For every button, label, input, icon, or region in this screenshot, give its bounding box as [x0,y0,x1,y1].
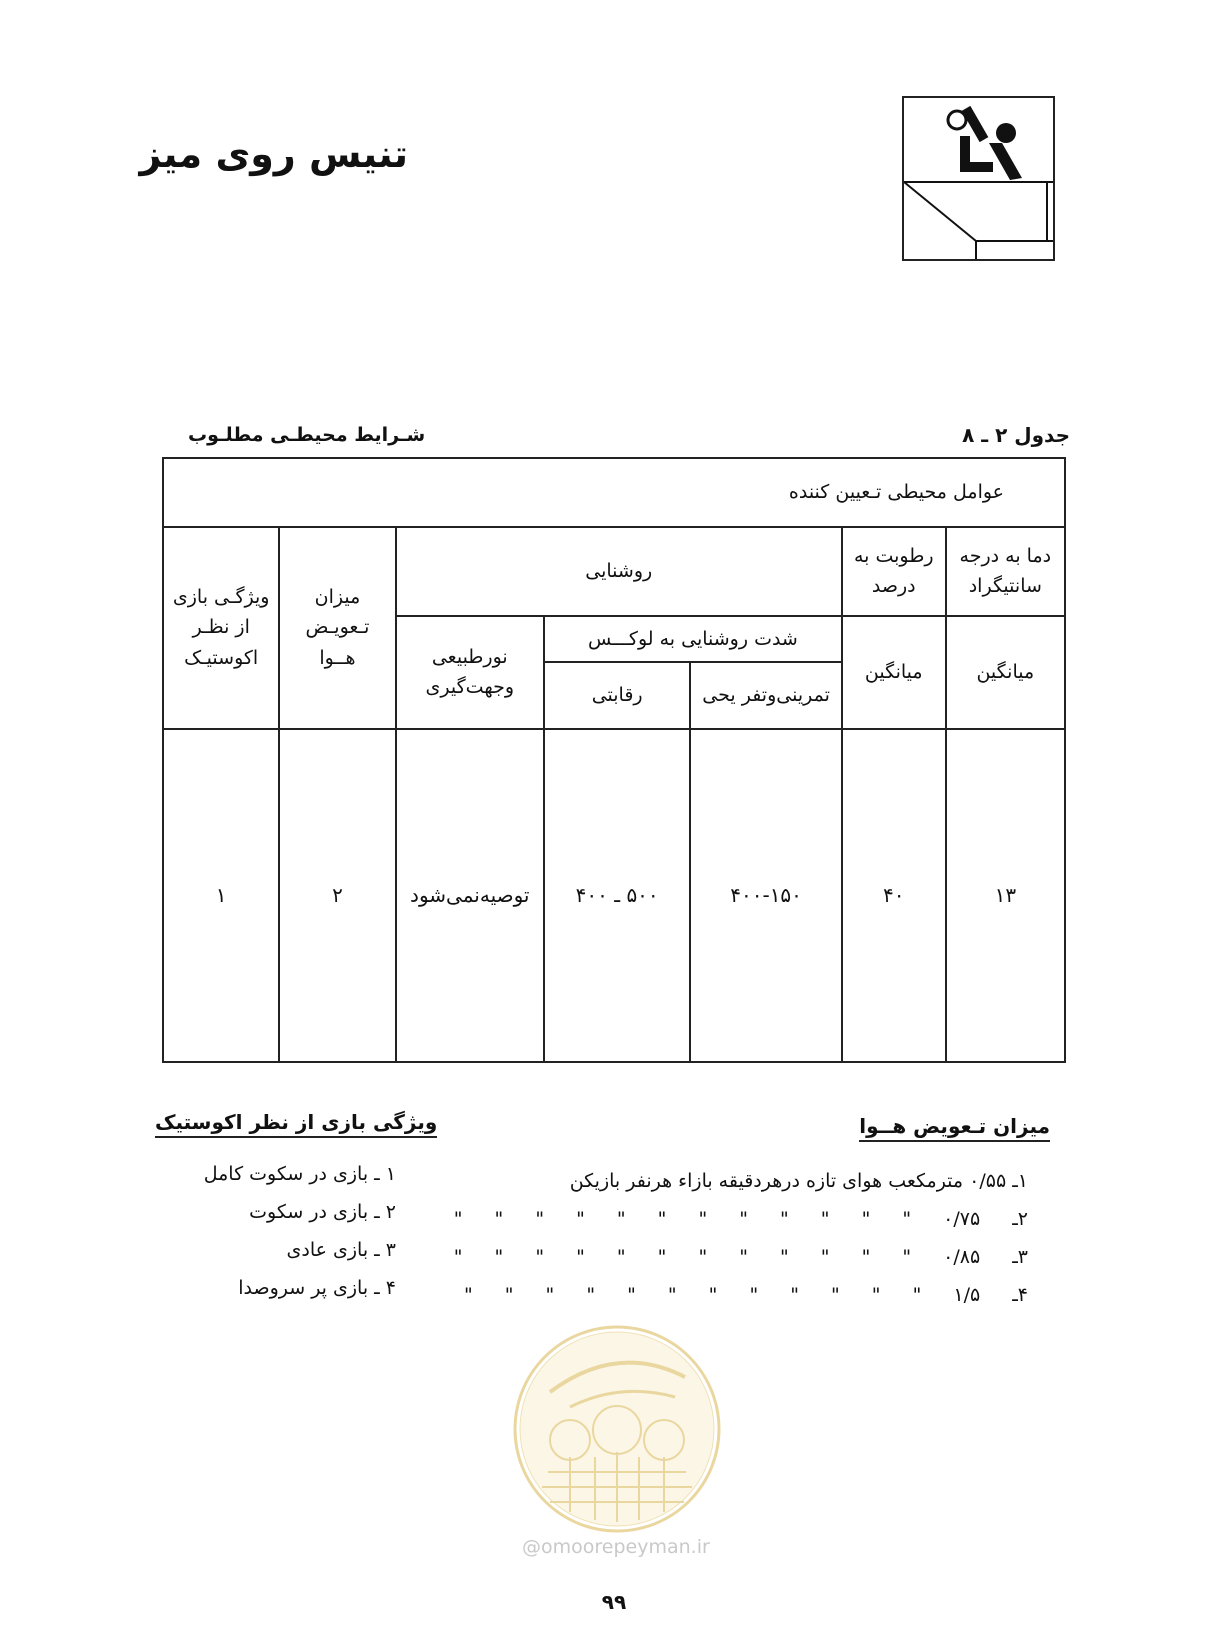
header-humidity: رطوبت به درصد [842,527,946,616]
acoustic-heading: ویژگی بازی از نظر اکوستیک [155,1110,437,1138]
header-natural-light: نورطبیعی وجهت‌گیری [396,616,544,729]
cell-air-exchange: ۲ [279,729,395,1062]
list-item: ۴ـ ۱/۵ " " " " " " " " " " " " [464,1284,1028,1306]
list-item: ۲ـ ۰/۷۵ " " " " " " " " " " " " [453,1208,1028,1230]
cell-humidity: ۴۰ [842,729,946,1062]
table-tennis-pictogram [902,96,1055,261]
cell-competitive: ۵۰۰ ـ ۴۰۰ [544,729,690,1062]
list-item: ۳ـ ۰/۸۵ " " " " " " " " " " " " [453,1246,1028,1268]
header-temperature: دما به درجه سانتیگراد [946,527,1065,616]
environment-table [162,457,1066,1063]
air-exchange-heading: میزان تـعویض هــوا [859,1114,1050,1142]
watermark-logo [510,1322,725,1537]
cell-natural-light: توصیه‌نمی‌شود [396,729,544,1062]
cell-training: ۴۰۰-۱۵۰ [690,729,842,1062]
table-group-title: عوامل محیطی تـعیین کننده [163,458,1065,527]
cell-temperature: ۱۳ [946,729,1065,1062]
header-lighting: روشنایی [396,527,842,616]
header-competitive: رقابتی [544,662,690,729]
cell-acoustic: ۱ [163,729,279,1062]
header-air-exchange: میزان تـعویـض هــوا [279,527,395,729]
header-light-intensity: شدت روشنایی به لوکـــس [544,616,842,662]
list-item: ۲ ـ بازی در سکوت [249,1201,396,1223]
header-temperature-average: میانگین [946,616,1065,729]
list-item: ۳ ـ بازی عادی [286,1239,396,1261]
table-number: جدول ۲ ـ ۸ [962,423,1070,447]
air-exchange-list [408,1162,1028,1314]
list-item: ۴ ـ بازی پر سروصدا [238,1277,396,1299]
list-item: ۱ـ ۰/۵۵ مترمکعب هوای تازه درهردقیقه بازاء هرنفر بازیکن [569,1170,1028,1192]
table-tennis-icon [904,98,1053,259]
header-humidity-average: میانگین [842,616,946,729]
watermark-url: @omoorepeyman.ir [522,1536,710,1558]
acoustic-list [204,1155,396,1307]
page-number: ۹۹ [601,1590,627,1614]
list-item: ۱ ـ بازی در سکوت کامل [203,1163,396,1185]
table-caption: شـرایط محیطـی مطلـوب [188,424,426,446]
header-acoustic: ویژگـی بازی از نظـر اکوستیـک [163,527,279,729]
header-training: تمرینی‌وتفر یحی [690,662,842,729]
page-title: تنیس روی میز [139,132,408,176]
